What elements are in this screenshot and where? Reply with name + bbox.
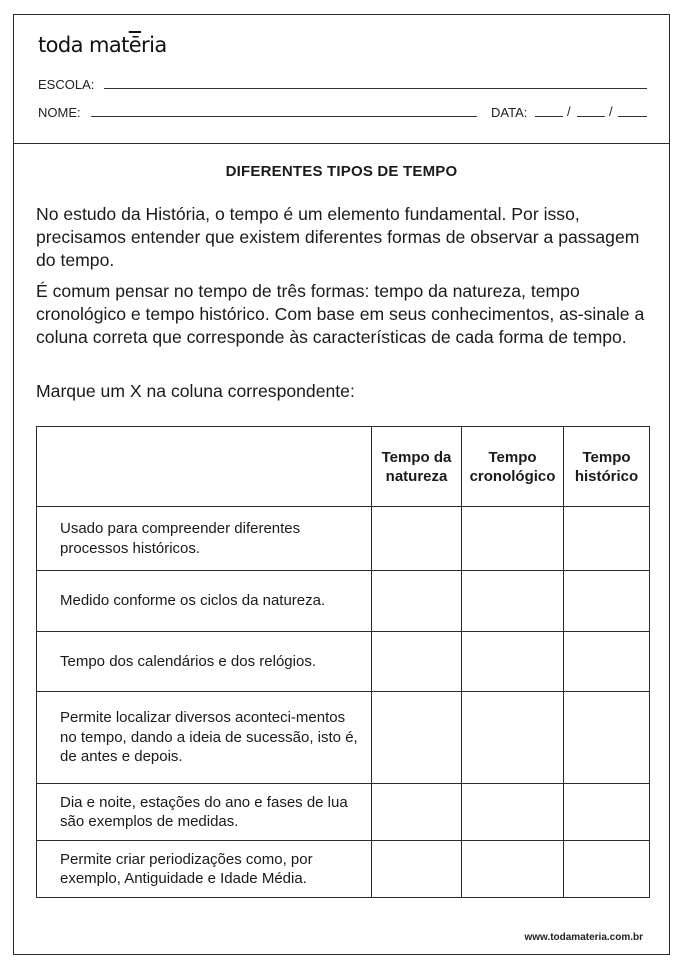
date-day-line (535, 116, 563, 117)
header-divider (14, 143, 669, 144)
column-header-tempo-historico: Tempo histórico (564, 427, 650, 507)
instructions-paragraph: É comum pensar no tempo de três formas: tempo da natureza, tempo cronológico e tempo histórico. Com base em seus conhecimentos, as-sinale a coluna correta que corresponde às características de cada forma de tempo. (36, 281, 645, 348)
toda-materia-logo (38, 33, 167, 57)
classification-table (36, 426, 650, 898)
column-header-tempo-cronologico: Tempo cronológico (462, 427, 564, 507)
worksheet-title: DIFERENTES TIPOS DE TEMPO (225, 163, 458, 180)
answer-cell[interactable] (564, 692, 650, 784)
answer-cell[interactable] (372, 692, 462, 784)
date-month-line (577, 116, 605, 117)
answer-cell[interactable] (462, 507, 564, 571)
logo-text-part: ria (141, 33, 167, 57)
answer-cell[interactable] (462, 632, 564, 692)
answer-cell[interactable] (372, 784, 462, 841)
worksheet (13, 14, 670, 955)
name-label: NOME: (38, 105, 81, 120)
row-description: Permite localizar diversos aconteci-mentos no tempo, dando a ideia de sucessão, isto é, de antes e depois. (37, 692, 372, 784)
answer-cell[interactable] (372, 571, 462, 632)
footer-url: www.todamateria.com.br (524, 932, 643, 943)
table-row (37, 692, 650, 784)
answer-cell[interactable] (564, 507, 650, 571)
row-description: Medido conforme os ciclos da natureza. (37, 571, 372, 632)
answer-cell[interactable] (372, 841, 462, 898)
row-description: Usado para compreender diferentes processos históricos. (37, 507, 372, 571)
school-line (104, 88, 647, 89)
row-description: Dia e noite, estações do ano e fases de lua são exemplos de medidas. (37, 784, 372, 841)
school-label: ESCOLA: (38, 77, 95, 92)
table-row (37, 632, 650, 692)
date-separator: / (567, 104, 571, 119)
logo-text-part: $\overline{ē}$ (128, 33, 142, 57)
row-description: Permite criar periodizações como, por exemplo, Antiguidade e Idade Média. (37, 841, 372, 898)
task-instruction: Marque um X na coluna correspondente: (36, 381, 355, 401)
date-separator: / (609, 104, 613, 119)
name-line (91, 116, 477, 117)
answer-cell[interactable] (564, 841, 650, 898)
logo-text-part: toda mat (38, 33, 129, 57)
date-year-line (618, 116, 647, 117)
answer-cell[interactable] (372, 632, 462, 692)
answer-cell[interactable] (462, 784, 564, 841)
intro-paragraph: No estudo da História, o tempo é um elemento fundamental. Por isso, precisamos entender que existem diferentes formas de observar a passagem do tempo. (36, 204, 640, 271)
answer-cell[interactable] (564, 784, 650, 841)
row-description: Tempo dos calendários e dos relógios. (37, 632, 372, 692)
header-empty-cell (37, 427, 372, 507)
column-header-tempo-natureza: Tempo da natureza (372, 427, 462, 507)
answer-cell[interactable] (462, 841, 564, 898)
answer-cell[interactable] (462, 571, 564, 632)
table-header-row (37, 427, 650, 507)
table-row (37, 571, 650, 632)
answer-cell[interactable] (564, 632, 650, 692)
date-label: DATA: (491, 105, 528, 120)
answer-cell[interactable] (462, 692, 564, 784)
table-row (37, 841, 650, 898)
table-row (37, 784, 650, 841)
table-row (37, 507, 650, 571)
answer-cell[interactable] (564, 571, 650, 632)
answer-cell[interactable] (372, 507, 462, 571)
